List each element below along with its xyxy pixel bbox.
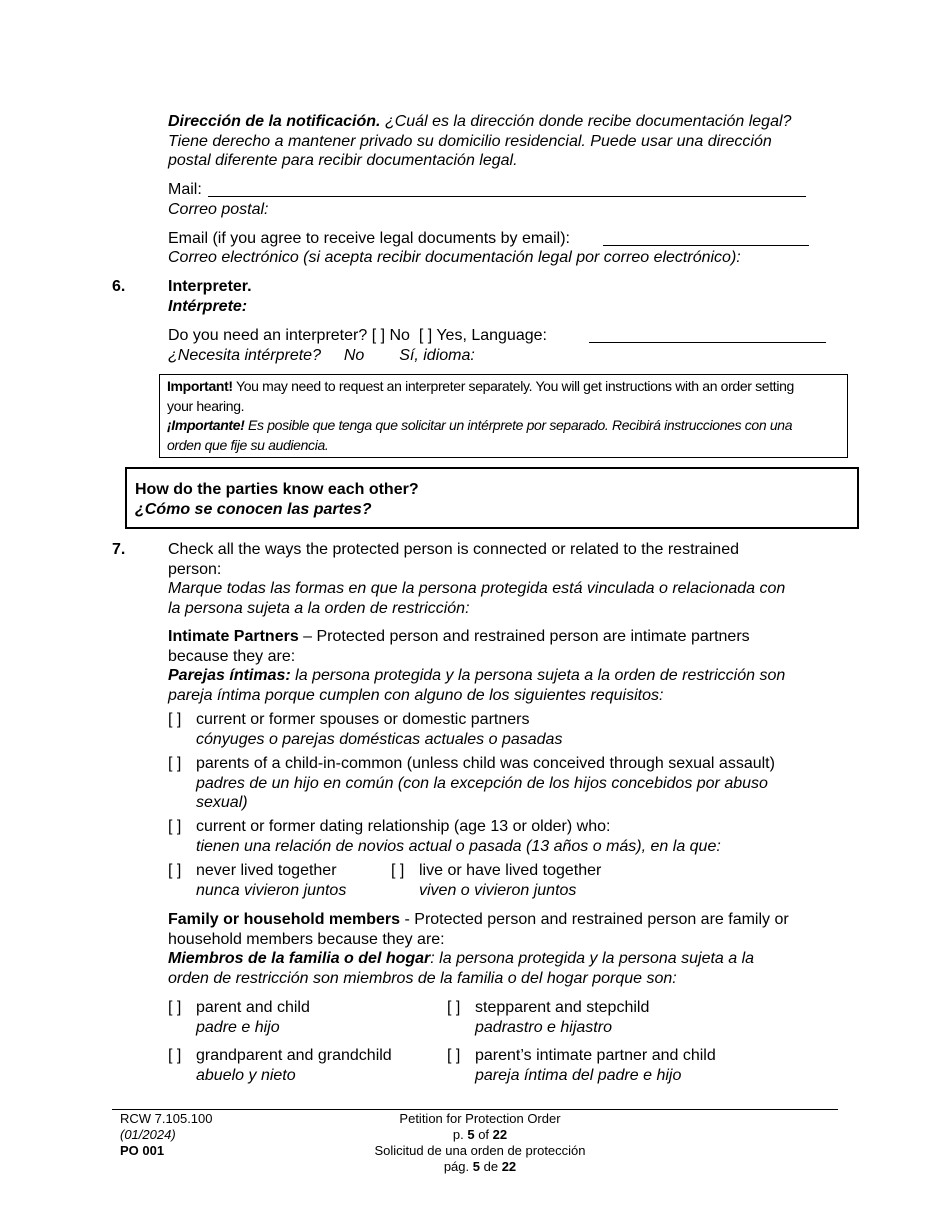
list-item: [ ] live or have lived together viven o vivieron juntos <box>391 862 602 899</box>
checkbox[interactable]: [ ] <box>447 999 461 1016</box>
footer-page: p. 5 of 22 <box>452 1127 508 1142</box>
list-item: [ ] current or former spouses or domestic partners cónyuges o parejas domésticas actuales o pasadas <box>168 711 563 748</box>
checkbox[interactable]: [ ] <box>168 1047 182 1064</box>
interpreter-yes-checkbox[interactable]: [ ] <box>418 327 433 344</box>
checkbox[interactable]: [ ] <box>168 999 182 1016</box>
checkbox[interactable]: [ ] <box>447 1047 461 1064</box>
footer-rule <box>112 1109 838 1110</box>
footer-page-es: pág. 5 de 22 <box>443 1159 517 1174</box>
footer-left <box>120 1111 213 1159</box>
checkbox[interactable]: [ ] <box>168 862 182 879</box>
footer-title-es: Solicitud de una orden de protección <box>374 1143 586 1158</box>
list-item: [ ] parents of a child-in-common (unless child was conceived through sexual assault) padres de un hijo en común (con la excepción de los hijos concebidos por abuso sexual) <box>168 755 775 811</box>
parties-title: How do the parties know each other? <box>135 481 419 498</box>
family-members-label: Family or household members <box>168 911 401 928</box>
family-members-intro: Family or household members - Protected person and restrained person are family or household members because they are: Miembros de la familia o del hogar: la persona protegida y la persona sujeta a la orden de restricción son miembros de la familia o del hogar porque son: <box>168 911 789 987</box>
checkbox[interactable]: [ ] <box>168 711 182 728</box>
mail-field[interactable] <box>208 196 806 197</box>
language-field[interactable] <box>589 342 826 343</box>
service-address-block: Dirección de la notificación. ¿Cuál es la dirección donde recibe documentación legal? Tiene derecho a mantener privado su domicilio residencial. Puede usar una dirección postal diferente para recibir documentación legal. <box>168 112 868 171</box>
email-field[interactable] <box>603 245 809 246</box>
interpreter-important-box: Important! You may need to request an interpreter separately. You will get instructions with an order setting your hearing. ¡Importante! Es posible que tenga que solicitar un intérprete por separado. Recibirá instrucciones con una orden que fije su audiencia. <box>159 374 848 458</box>
intimate-partners-label-es: Parejas íntimas: <box>168 667 291 684</box>
list-item: [ ] stepparent and stepchild padrastro e hijastro <box>447 999 650 1036</box>
important-label: Important! <box>167 378 233 394</box>
checkbox[interactable]: [ ] <box>391 862 405 879</box>
mail-label-es: Correo postal: <box>168 201 269 218</box>
footer-title: Petition for Protection Order <box>399 1111 561 1126</box>
list-item: [ ] parent’s intimate partner and child pareja íntima del padre e hijo <box>447 1047 716 1084</box>
parties-heading-box <box>125 467 859 529</box>
parties-title-es: ¿Cómo se conocen las partes? <box>135 500 372 518</box>
section-7-intro: Check all the ways the protected person is connected or related to the restrained person: Marque todas las formas en que la persona protegida está vinculada o relacionada con la persona sujeta a la orden de restricción: <box>168 541 786 617</box>
section-6-title: Interpreter. <box>168 278 252 295</box>
checkbox[interactable]: [ ] <box>168 818 182 835</box>
footer-rcw: RCW 7.105.100 <box>120 1111 213 1126</box>
important-label-es: ¡Importante! <box>167 417 245 433</box>
service-address-heading: Dirección de la notificación. <box>168 113 381 130</box>
section-6-title-es: Intérprete: <box>168 298 248 315</box>
intimate-partners-intro: Intimate Partners – Protected person and restrained person are intimate partners because they are: Parejas íntimas: la persona protegida y la persona sujeta a la orden de restricción son pareja íntima porque cumplen con alguno de los siguientes requisitos: <box>168 628 786 704</box>
intimate-partners-label: Intimate Partners <box>168 628 299 645</box>
list-item: [ ] grandparent and grandchild abuelo y nieto <box>168 1047 392 1084</box>
list-item: [ ] current or former dating relationship (age 13 or older) who: tienen una relación de novios actual o pasada (13 años o más), en la que: <box>168 818 721 855</box>
checkbox[interactable]: [ ] <box>168 755 182 772</box>
footer-form-number: PO 001 <box>120 1143 165 1158</box>
footer-date: (01/2024) <box>120 1127 176 1142</box>
list-item: [ ] parent and child padre e hijo <box>168 999 310 1036</box>
interpreter-question-es-row: ¿Necesita intérprete? No Sí, idioma: <box>168 347 475 364</box>
family-members-label-es: Miembros de la familia o del hogar <box>168 950 431 967</box>
mail-label: Mail: <box>168 181 202 198</box>
interpreter-question-row: Do you need an interpreter? [ ] No [ ] Yes, Language: <box>168 327 547 344</box>
section-7-number: 7. <box>112 541 126 558</box>
email-label: Email (if you agree to receive legal documents by email): <box>168 230 570 247</box>
interpreter-no-checkbox[interactable]: [ ] <box>371 327 386 344</box>
list-item: [ ] never lived together nunca vivieron juntos <box>168 862 347 899</box>
footer-center <box>330 1111 630 1175</box>
service-address-question: Dirección de la notificación. ¿Cuál es la dirección donde recibe documentación legal? <box>168 113 792 130</box>
section-6-number: 6. <box>112 278 126 295</box>
email-label-es: Correo electrónico (si acepta recibir documentación legal por correo electrónico): <box>168 249 741 266</box>
